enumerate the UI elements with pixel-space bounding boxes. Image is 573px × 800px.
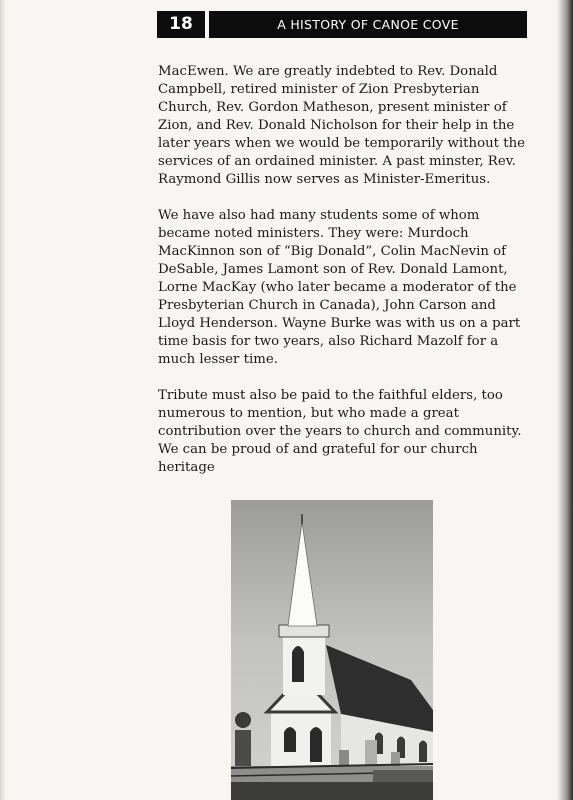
running-title: A HISTORY OF CANOE COVE (209, 11, 527, 38)
front-door (310, 727, 322, 762)
front-window-left (284, 727, 296, 752)
paragraph-2: We have also had many students some of whom became noted ministers. They were: Murdoch MacKinnon son of “Big Donald”, Colin MacNevin of DeSable, James Lamont son of Rev. Donald Lamont, Lorne MacKay (who later became a moderator of the Presbyterian Church in Canada), John Carson and Lloyd Henderson. Wayne Burke was with us on a part time basis for two years, also Richard Mazolf for a much lesser time. (158, 208, 521, 367)
foreground-shadow (231, 782, 433, 800)
page-edge-right (557, 0, 573, 800)
gravestone (235, 730, 251, 770)
side-window-3 (419, 741, 427, 763)
paragraph-1: MacEwen. We are greatly indebted to Rev. Donald Campbell, retired minister of Zion Presbyterian Church, Rev. Gordon Matheson, present minister of Zion, and Rev. Donald Nicholson for their help in the later years when we would be temporarily without the services of an ordained minister. A past minster, Rev. Raymond Gillis now serves as Minister-Emeritus. (158, 64, 526, 187)
belfry-window (292, 646, 304, 682)
church-photo (231, 500, 433, 800)
tower-belfry-cap (279, 625, 329, 637)
gravestone-top (235, 712, 251, 728)
page-number: 18 (157, 11, 205, 38)
page-header (157, 11, 527, 38)
paragraph-3: Tribute must also be paid to the faithful elders, too numerous to mention, but who made a great contribution over the years to church and community. We can be proud of and grateful for our church heritage (158, 388, 522, 475)
body-text (158, 63, 528, 495)
page-edge-left (0, 0, 6, 800)
